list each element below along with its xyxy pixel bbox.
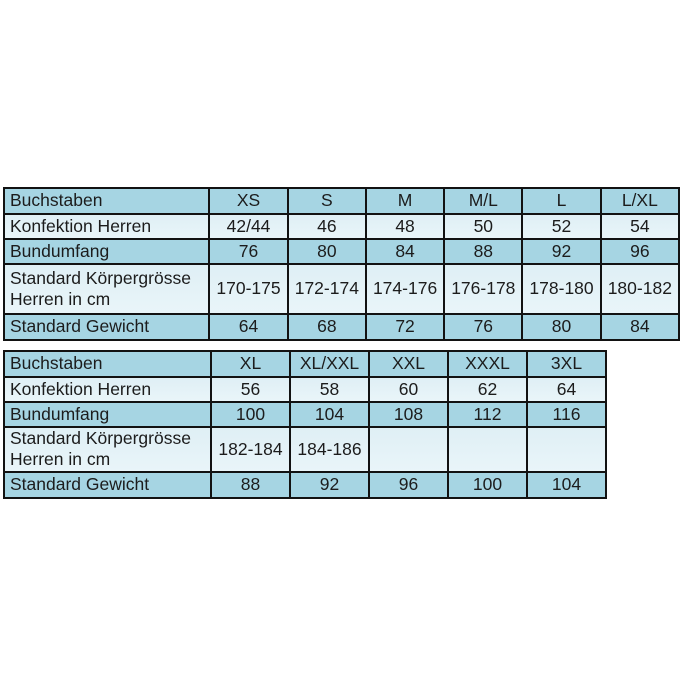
value-cell: 100: [211, 402, 290, 427]
value-cell: 108: [369, 402, 448, 427]
row-header-cell: Standard Körpergrösse Herren in cm: [4, 264, 209, 314]
value-cell: 58: [290, 377, 369, 402]
column-header-cell: M: [366, 188, 444, 214]
value-cell: 112: [448, 402, 527, 427]
value-cell: 80: [288, 239, 366, 264]
row-header-cell: Buchstaben: [4, 188, 209, 214]
value-cell: 76: [444, 314, 522, 340]
table-row-confection: [4, 377, 606, 402]
value-cell: 100: [448, 472, 527, 498]
value-cell: 184-186: [290, 427, 369, 472]
row-header-cell: Konfektion Herren: [4, 377, 211, 402]
table-row-height: [4, 427, 606, 472]
value-cell: 60: [369, 377, 448, 402]
value-cell: 42/44: [209, 214, 287, 239]
column-header-cell: XXXL: [448, 351, 527, 377]
value-cell: 178-180: [522, 264, 600, 314]
value-cell: 56: [211, 377, 290, 402]
value-cell: 96: [369, 472, 448, 498]
table-row-letters: [4, 351, 606, 377]
row-header-cell: Bundumfang: [4, 402, 211, 427]
value-cell: 116: [527, 402, 606, 427]
column-header-cell: XXL: [369, 351, 448, 377]
value-cell: 48: [366, 214, 444, 239]
column-header-cell: M/L: [444, 188, 522, 214]
value-cell: 170-175: [209, 264, 287, 314]
table-row-letters: [4, 188, 679, 214]
value-cell: 84: [601, 314, 679, 340]
column-header-cell: 3XL: [527, 351, 606, 377]
row-header-cell: Standard Gewicht: [4, 314, 209, 340]
value-cell: 104: [527, 472, 606, 498]
value-cell: 52: [522, 214, 600, 239]
row-header-cell: Standard Körpergrösse Herren in cm: [4, 427, 211, 472]
table-row-confection: [4, 214, 679, 239]
value-cell: 172-174: [288, 264, 366, 314]
value-cell: 80: [522, 314, 600, 340]
row-header-cell: Konfektion Herren: [4, 214, 209, 239]
row-header-cell: Standard Gewicht: [4, 472, 211, 498]
table-row-waist: [4, 402, 606, 427]
column-header-cell: L: [522, 188, 600, 214]
value-cell: 88: [444, 239, 522, 264]
value-cell: 46: [288, 214, 366, 239]
size-table-small-sizes: [3, 187, 680, 341]
value-cell: 92: [522, 239, 600, 264]
table-row-weight: [4, 472, 606, 498]
value-cell empty: [527, 427, 606, 472]
value-cell: 88: [211, 472, 290, 498]
value-cell: 62: [448, 377, 527, 402]
value-cell: 64: [527, 377, 606, 402]
column-header-cell: XS: [209, 188, 287, 214]
value-cell: 54: [601, 214, 679, 239]
value-cell: 76: [209, 239, 287, 264]
value-cell: 64: [209, 314, 287, 340]
value-cell: 72: [366, 314, 444, 340]
table-row-height: [4, 264, 679, 314]
column-header-cell: XL/XXL: [290, 351, 369, 377]
row-header-cell: Bundumfang: [4, 239, 209, 264]
value-cell: 176-178: [444, 264, 522, 314]
column-header-cell: L/XL: [601, 188, 679, 214]
value-cell: 180-182: [601, 264, 679, 314]
value-cell: 182-184: [211, 427, 290, 472]
value-cell: 96: [601, 239, 679, 264]
table-row-weight: [4, 314, 679, 340]
value-cell: 50: [444, 214, 522, 239]
table-row-waist: [4, 239, 679, 264]
value-cell: 68: [288, 314, 366, 340]
value-cell: 92: [290, 472, 369, 498]
value-cell empty: [369, 427, 448, 472]
value-cell: 84: [366, 239, 444, 264]
column-header-cell: S: [288, 188, 366, 214]
value-cell: 104: [290, 402, 369, 427]
value-cell empty: [448, 427, 527, 472]
column-header-cell: XL: [211, 351, 290, 377]
row-header-cell: Buchstaben: [4, 351, 211, 377]
size-table-large-sizes: [3, 350, 607, 499]
value-cell: 174-176: [366, 264, 444, 314]
